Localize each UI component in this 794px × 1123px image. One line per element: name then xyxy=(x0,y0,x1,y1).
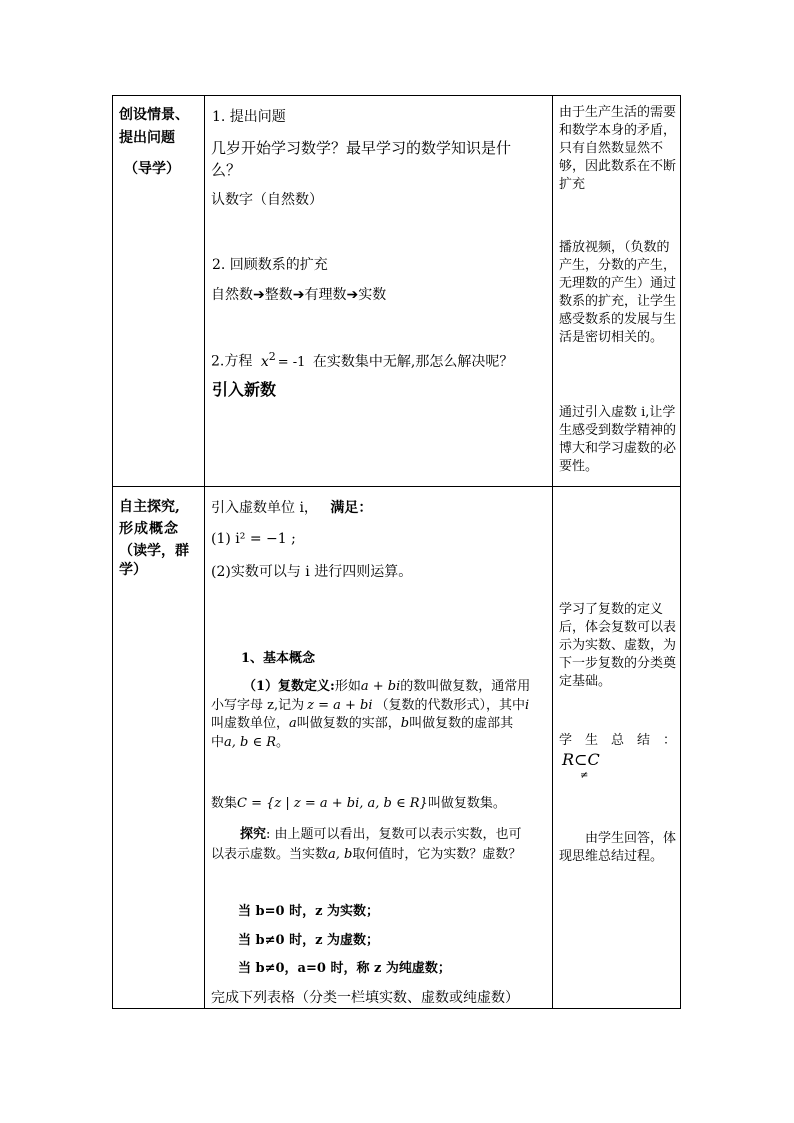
case-line: 当 b≠0 时，z 为虚数； xyxy=(238,933,379,948)
complex-set-definition: 数集C = {z | z = a + bi, a, b ∈ R}叫做复数集。 xyxy=(211,796,506,811)
number-system-chain xyxy=(211,286,386,304)
teaching-note: 通过引入虚数 i,让学生感受到数学精神的博大和学习虚数的必要性。 xyxy=(559,405,677,474)
teaching-note: 由于生产生活的需要和数学本身的矛盾，只有自然数显然不够，因此数系在不断扩充 xyxy=(559,105,677,192)
case-line: 当 b≠0，a=0 时，称 z 为纯虚数； xyxy=(238,961,451,976)
definition-line: （1）复数定义:形如a + bi的数叫做复数，通常用 xyxy=(243,679,531,694)
lesson-table xyxy=(112,95,681,1009)
stage-label-line: 创设情景、 xyxy=(119,107,189,123)
teaching-note: 学习了复数的定义后，体会复数可以表示为实数、虚数，为下一步复数的分类奠定基础。 xyxy=(559,602,677,689)
arrow-right-icon: ➔ xyxy=(346,287,359,303)
definition-line: 叫虚数单位，a叫做复数的实部，b叫做复数的虚部其 xyxy=(211,716,514,731)
emphasis-heading: 引入新数 xyxy=(212,380,277,399)
definition-line: 中a, b ∈ R。 xyxy=(211,735,290,750)
teaching-note: 由学生回答，体现思维总结过程。 xyxy=(559,831,677,864)
teaching-note: 播放视频，（负数的产生，分数的产生，无理数的产生）通过数系的扩充，让学生感受数系的发展与生活是密切相关的。 xyxy=(559,240,677,345)
stage-label-line: 形成概念 xyxy=(119,521,179,537)
equation-variable: x xyxy=(260,353,269,370)
equation-rhs: = -1 xyxy=(277,354,306,370)
chain-item: 整数 xyxy=(264,287,293,303)
definition-line: 小写字母 z,记为 z = a + bi （复数的代数形式），其中i xyxy=(211,698,530,713)
equation-exponent: 2 xyxy=(268,350,276,363)
exploration-line: 以表示虚数。当实数a, b取何值时，它为实数？虚数？ xyxy=(211,847,522,862)
equation-question: 2.方程 $x^2 = -1$ 在实数集中无解,那怎么解决呢？ xyxy=(211,350,514,370)
case-line: 当 b=0 时，z 为实数； xyxy=(238,904,379,919)
chain-item: 有理数 xyxy=(304,287,347,303)
section-heading: 1. 提出问题 xyxy=(212,109,286,125)
question-text: 么？ xyxy=(211,161,242,179)
stage-label-line: 提出问题 xyxy=(119,130,175,146)
table-instruction: 完成下列表格（分类一栏填实数、虚数或纯虚数） xyxy=(211,990,519,1006)
chain-item: 自然数 xyxy=(211,287,253,303)
section-heading: 2. 回顾数系的扩充 xyxy=(212,257,328,273)
stage-label-line: （导学） xyxy=(124,161,180,177)
subsection-heading: 1、基本概念 xyxy=(241,651,316,666)
imaginary-unit-intro: 引入虚数单位 i， 满足： xyxy=(211,500,373,516)
question-text: 几岁开始学习数学？最早学习的数学知识是什 xyxy=(211,139,512,157)
property-line: (1) i² = −1 ; xyxy=(211,531,296,547)
exploration-line: 探究: 由上题可以看出，复数可以表示实数，也可 xyxy=(240,827,522,842)
set-relation: R⊂C xyxy=(562,750,600,769)
stage-label-line: 学） xyxy=(119,562,147,578)
stage-label-line: 自主探究, xyxy=(119,499,180,515)
property-line: (2)实数可以与 i 进行四则运算。 xyxy=(211,564,413,580)
column-divider-1 xyxy=(204,95,205,1009)
arrow-right-icon: ➔ xyxy=(253,287,265,303)
subset-symbol: ⊂ xyxy=(574,750,588,769)
chain-item: 实数 xyxy=(358,287,387,303)
not-equal-subscript: ≠ xyxy=(580,770,589,781)
answer-text: 认数字（自然数） xyxy=(211,192,323,208)
teaching-note: 学 生 总 结 ： xyxy=(559,733,677,748)
column-divider-2 xyxy=(552,95,553,1009)
stage-label-line: （读学，群 xyxy=(119,543,189,559)
arrow-right-icon: ➔ xyxy=(292,287,305,303)
row-divider xyxy=(112,486,681,487)
